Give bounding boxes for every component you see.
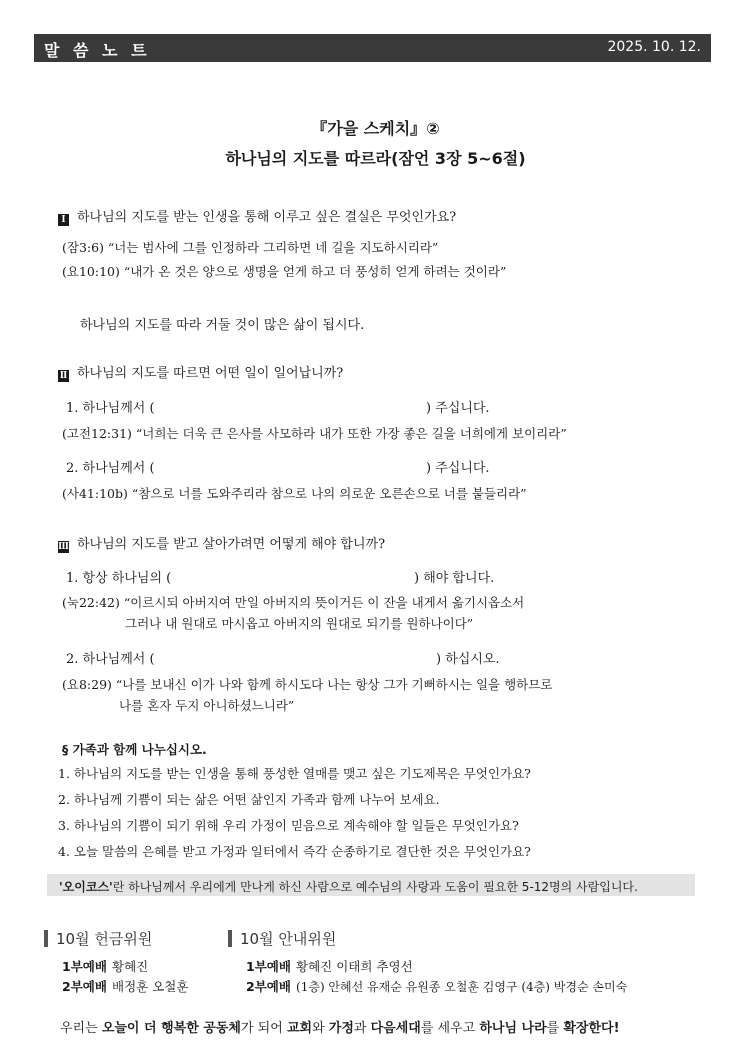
ushers-second-row: [246, 976, 627, 995]
footer-bold-1: 오늘이 더 행복한 공동체: [101, 1021, 241, 1036]
footer-text-6: 를: [546, 1021, 564, 1036]
footer-bold-3: 가정: [328, 1021, 354, 1036]
ushers-heading-bar: [228, 930, 232, 947]
section1-summary: 하나님의 지도를 따라 거둘 것이 많은 삶이 됩시다.: [80, 318, 365, 333]
offering-second-label: 2부예배: [62, 979, 107, 994]
ushers-first-names: 황혜진 이태희 추영선: [296, 959, 413, 974]
share-item-1: 1. 하나님의 지도를 받는 인생을 통해 풍성한 열매를 맺고 싶은 기도제목은 무엇인가요?: [58, 766, 531, 781]
offering-second-row: [62, 976, 188, 995]
footer-text-3: 와: [312, 1021, 329, 1036]
section2-item1-end: ) 주십니다.: [426, 401, 490, 416]
section2-question-line: [58, 362, 343, 382]
ushers-heading-line: [228, 928, 336, 949]
share-item-2: 2. 하나님께 기쁨이 되는 삶은 어떤 삶인지 가족과 함께 나누어 보세요.: [58, 792, 440, 807]
offering-heading: 10월 헌금위원: [56, 930, 153, 948]
section3-question-line: [58, 533, 385, 553]
footer-bold-6: 확장한다!: [563, 1021, 620, 1036]
footer-text-2: 가 되어: [240, 1021, 287, 1036]
section2-item2-end: ) 주십니다.: [426, 461, 490, 476]
offering-first-names: 황혜진: [112, 959, 149, 974]
offering-first-row: [62, 956, 148, 975]
footer-text-1: 우리는: [60, 1021, 102, 1036]
oikos-term: '오이코스': [59, 880, 113, 894]
section1-question-line: [58, 206, 456, 226]
section3-item1-end: ) 해야 합니다.: [414, 571, 495, 586]
section2-verse1: (고전12:31) “너희는 더욱 큰 은사를 사모하라 내가 또한 가장 좋은 길을 너희에게 보이리라”: [62, 426, 567, 441]
ushers-first-row: [246, 956, 413, 975]
offering-heading-line: [44, 928, 152, 949]
section2-question: 하나님의 지도를 따르면 어떤 일이 일어납니까?: [77, 366, 344, 381]
footer-text-4: 과: [353, 1021, 371, 1036]
footer-motto: [60, 1017, 620, 1036]
section2-numeral: Ⅱ: [59, 371, 68, 381]
section3-verse2-line2: 나를 혼자 두지 아니하셨느니라”: [119, 698, 295, 713]
section1-question: 하나님의 지도를 받는 인생을 통해 이루고 싶은 결실은 무엇인가요?: [77, 210, 457, 225]
section3-verse1-line2: 그러나 내 원대로 마시옵고 아버지의 원대로 되기를 원하나이다”: [125, 616, 474, 631]
footer-bold-2: 교회: [286, 1021, 313, 1036]
oikos-text: [59, 878, 638, 895]
oikos-banner: [47, 874, 695, 896]
section3-question: 하나님의 지도를 받고 살아가려면 어떻게 해야 합니까?: [77, 537, 386, 552]
section3-item1-start: 1. 항상 하나님의 (: [66, 571, 172, 586]
footer-text-5: 를 세우고: [420, 1021, 480, 1036]
section2-item1-start: 1. 하나님께서 (: [66, 401, 155, 416]
share-item-4: 4. 오늘 말씀의 은혜를 받고 가정과 일터에서 즉각 순종하기로 결단한 것은 무엇인가요?: [58, 844, 531, 859]
ushers-first-label: 1부예배: [246, 959, 291, 974]
share-title: § 가족과 함께 나누십시오.: [62, 742, 207, 757]
section3-item2-end: ) 하십시오.: [436, 652, 500, 667]
ushers-second-names: (1층) 안혜선 유재순 유원종 오철훈 김영구 (4층) 박경순 손미숙: [296, 980, 628, 994]
section3-numeral: Ⅲ: [58, 542, 69, 552]
offering-heading-bar: [44, 930, 48, 947]
section2-item2-start: 2. 하나님께서 (: [66, 461, 155, 476]
section3-item2-start: 2. 하나님께서 (: [66, 652, 155, 667]
footer-bold-4: 다음세대: [370, 1021, 421, 1036]
offering-first-label: 1부예배: [62, 959, 107, 974]
footer-bold-5: 하나님 나라: [479, 1021, 547, 1036]
share-item-3: 3. 하나님의 기쁨이 되기 위해 우리 가정이 믿음으로 계속해야 할 일들은 무엇인가요?: [58, 818, 519, 833]
ushers-second-label: 2부예배: [246, 979, 291, 994]
oikos-definition: 란 하나님께서 우리에게 만나게 하신 사람으로 예수님의 사랑과 도움이 필요한 5-12명의 사람입니다.: [112, 880, 638, 894]
header-title: 말 씀 노 트: [44, 41, 151, 60]
section3-verse2-line1: (요8:29) “나를 보내신 이가 나와 함께 하시도다 나는 항상 그가 기뻐하시는 일을 행하므로: [62, 677, 553, 692]
section1-verse2: (요10:10) “내가 온 것은 양으로 생명을 얻게 하고 더 풍성히 얻게 하려는 것이라”: [62, 264, 507, 279]
section1-verse1: (잠3:6) “너는 범사에 그를 인정하라 그리하면 네 길을 지도하시리라”: [62, 240, 439, 255]
sermon-series: 『가을 스케치』②: [311, 119, 440, 138]
ushers-heading: 10월 안내위원: [240, 930, 337, 948]
header-date: 2025. 10. 12.: [607, 39, 701, 55]
section1-numeral: Ⅰ: [58, 214, 69, 226]
sermon-title: 하나님의 지도를 따르라(잠언 3장 5~6절): [225, 149, 526, 168]
section3-verse1-line1: (눅22:42) “이르시되 아버지여 만일 아버지의 뜻이거든 이 잔을 내게서 옮기시옵소서: [62, 595, 525, 610]
header-bar: [34, 34, 711, 62]
section2-verse2: (사41:10b) “참으로 너를 도와주리라 참으로 나의 의로운 오른손으로 너를 붙들리라”: [62, 486, 527, 501]
offering-second-names: 배정훈 오철훈: [112, 979, 189, 994]
